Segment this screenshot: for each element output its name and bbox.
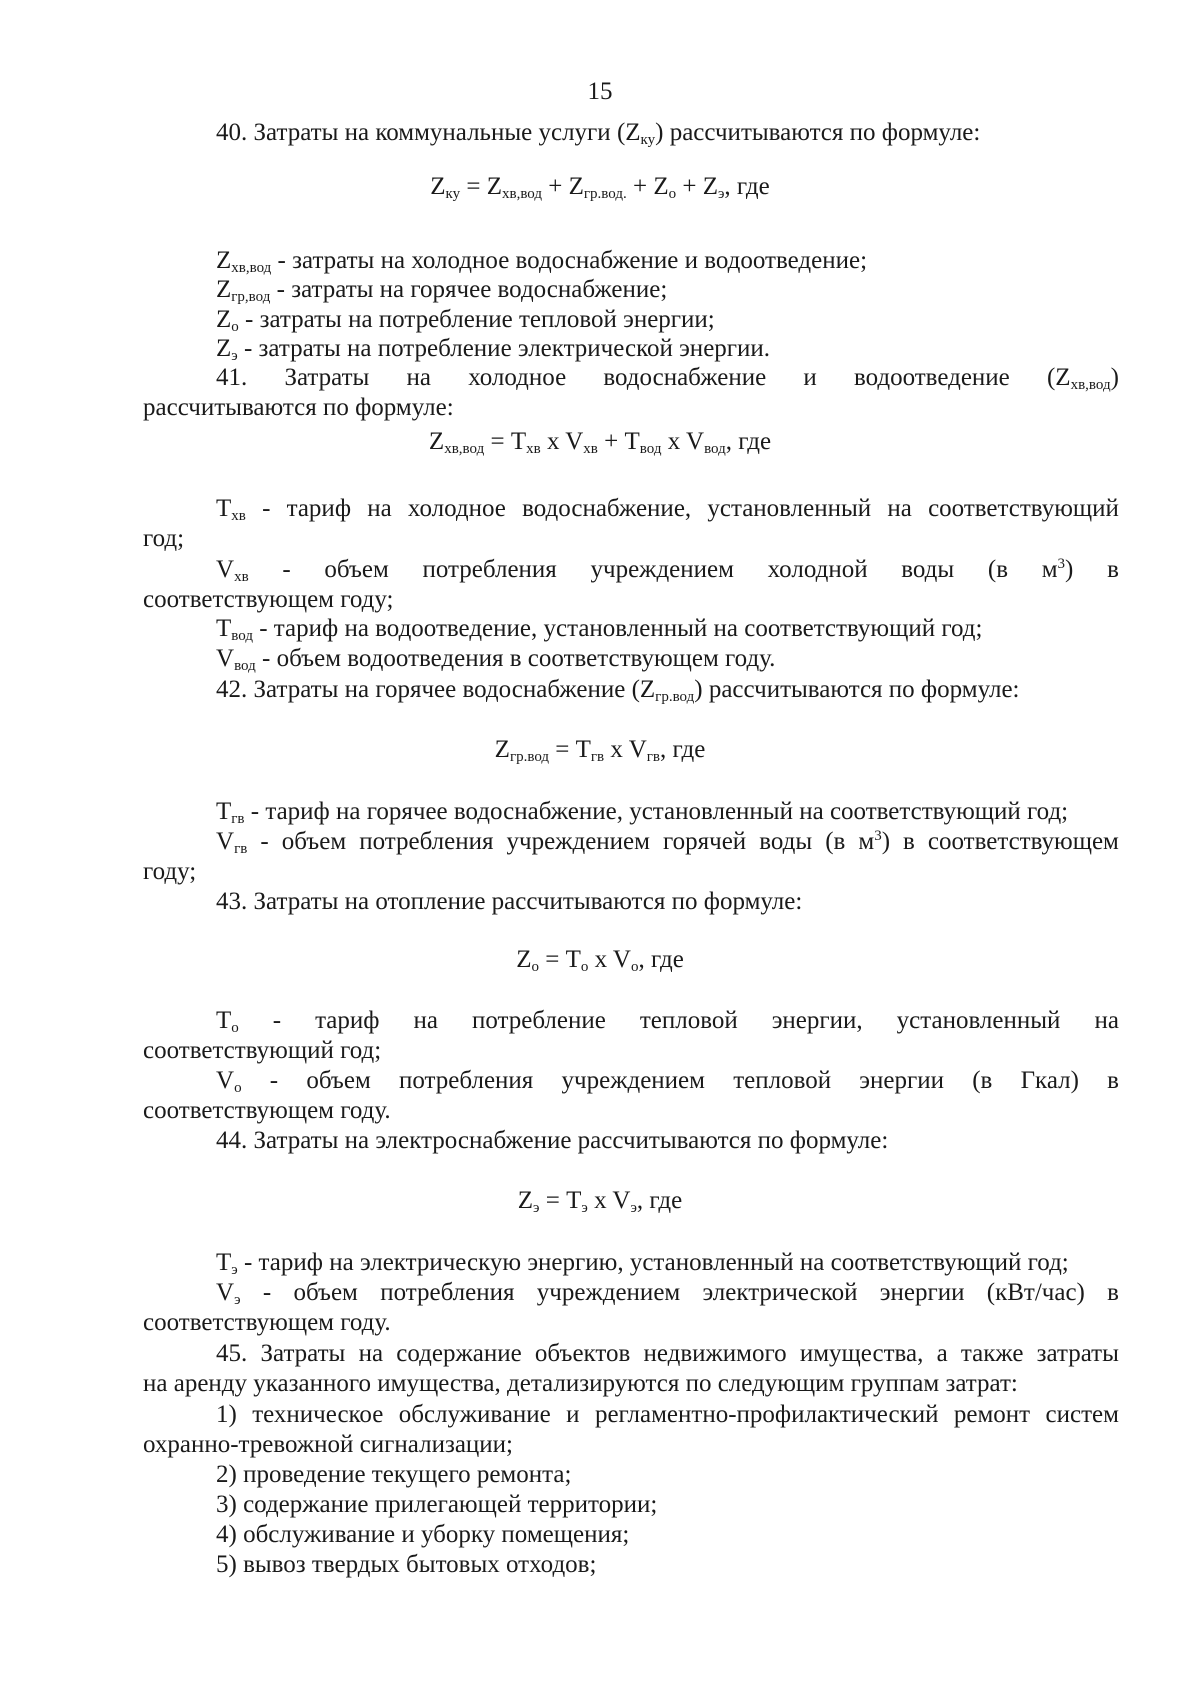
p41-intro-line1: 41. Затраты на холодное водоснабжение и водоотведение $(Z_{хв,вод})$	[216, 364, 1119, 393]
p42-def-tgv: $Т_{гв}$ - тариф на горячее водоснабжение, установленный на соответствующий год;	[216, 798, 1069, 827]
p41-def-vhv-cont: соответствующем году;	[143, 586, 394, 613]
p43-intro: 43. Затраты на отопление рассчитываются по формуле:	[216, 888, 803, 915]
p40-def-ze: $Z_э$ - затраты на потребление электрической энергии.	[216, 335, 771, 364]
p42-formula: $Z_{гр.вод} = T_{гв}$ x $V_{гв}$, где	[494, 736, 706, 765]
p41-def-thv: $Т_{хв}$ - тариф на холодное водоснабжение, установленный на соответствующий	[216, 495, 1119, 524]
p41-def-vhv: $V_{хв}$ - объем потребления учреждением холодной воды (в $м^3$) в	[216, 556, 1119, 585]
p41-def-thv-cont: год;	[143, 525, 185, 552]
p41-def-tvod: $Т_{вод}$ - тариф на водоотведение, установленный на соответствующий год;	[216, 615, 983, 644]
p42-intro: 42. Затраты на горячее водоснабжение $(Z_{гр.вод})$ рассчитываются по формуле:	[216, 676, 1020, 705]
p45-intro-line1: 45. Затраты на содержание объектов недвижимого имущества, а также затраты	[216, 1340, 1119, 1367]
p41-def-vvod: $V_{вод}$ - объем водоотведения в соответствующем году.	[216, 645, 776, 674]
p44-def-ve-cont: соответствующем году.	[143, 1309, 391, 1336]
p43-def-to: $Т_о$ - тариф на потребление тепловой энергии, установленный на	[216, 1007, 1119, 1036]
p45-item-3: 3) содержание прилегающей территории;	[216, 1491, 658, 1518]
p43-formula: $Z_о = T_о$ x $V_о$, где	[516, 946, 684, 975]
p43-def-vo: $V_о$ - объем потребления учреждением тепловой энергии (в Гкал) в	[216, 1067, 1119, 1096]
p42-def-vgv: $V_{гв}$ - объем потребления учреждением горячей воды (в $м^3$) в соответствующем	[216, 828, 1119, 857]
page-number: 15	[587, 78, 613, 105]
p45-item-2: 2) проведение текущего ремонта;	[216, 1461, 572, 1488]
p45-item-4: 4) обслуживание и уборку помещения;	[216, 1521, 630, 1548]
p41-formula: $Z_{хв,вод} = T_{хв}$ x $V_{хв} + T_{вод}$ x $V_{вод}$, где	[428, 428, 772, 457]
p45-intro-line2: на аренду указанного имущества, детализируются по следующим группам затрат:	[143, 1370, 1018, 1397]
p43-def-to-cont: соответствующий год;	[143, 1037, 382, 1064]
p40-def-zhv: $Z_{хв,вод}$ - затраты на холодное водоснабжение и водоотведение;	[216, 247, 868, 276]
p40-def-zgr: $Z_{гр,вод}$ - затраты на горячее водоснабжение;	[216, 276, 668, 305]
p44-intro: 44. Затраты на электроснабжение рассчитываются по формуле:	[216, 1127, 889, 1154]
p45-item-5: 5) вывоз твердых бытовых отходов;	[216, 1551, 597, 1578]
p45-item-1-cont: охранно-тревожной сигнализации;	[143, 1431, 514, 1458]
p40-def-zo: $Z_о$ - затраты на потребление тепловой энергии;	[216, 306, 715, 335]
p43-def-vo-cont: соответствующем году.	[143, 1097, 391, 1124]
p44-formula: $Z_э = T_э$ x $V_э$, где	[517, 1187, 683, 1216]
p41-intro-line2: рассчитываются по формуле:	[143, 394, 454, 421]
p45-item-1: 1) техническое обслуживание и регламентно-профилактический ремонт систем	[216, 1401, 1119, 1428]
p44-def-ve: $V_э$ - объем потребления учреждением электрической энергии (кВт/час) в	[216, 1279, 1119, 1308]
p42-def-vgv-cont: году;	[143, 858, 197, 885]
p40-intro: 40. Затраты на коммунальные услуги $(Z_{ку})$ рассчитываются по формуле:	[216, 119, 981, 148]
p40-formula: $Z_{ку} = Z_{хв,вод} + Z_{гр.вод.} + Z_о + Z_э$, где	[430, 173, 770, 202]
p44-def-te: $Т_э$ - тариф на электрическую энергию, установленный на соответствующий год;	[216, 1249, 1069, 1278]
